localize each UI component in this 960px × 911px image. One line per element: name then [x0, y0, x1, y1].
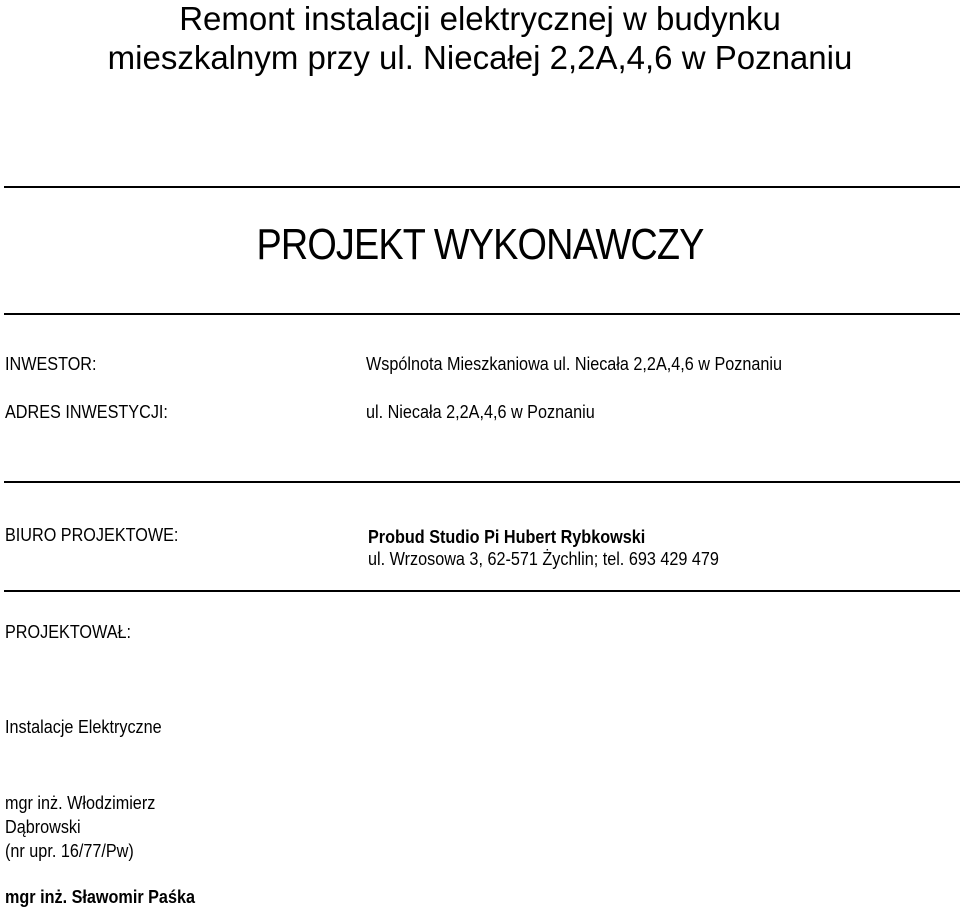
divider — [4, 481, 960, 483]
divider — [4, 186, 960, 188]
design-office-name: Probud Studio Pi Hubert Rybkowski — [368, 527, 646, 547]
document-title-line-1: Remont instalacji elektrycznej w budynku — [179, 0, 781, 37]
divider — [4, 313, 960, 315]
discipline-label: Instalacje Elektryczne — [5, 717, 162, 737]
divider — [4, 590, 960, 592]
designed-by-label: PROJEKTOWAŁ: — [5, 622, 132, 642]
investment-address-label: ADRES INWESTYCJI: — [5, 402, 168, 422]
investment-address-value: ul. Niecała 2,2A,4,6 w Poznaniu — [366, 402, 595, 422]
investor-value: Wspólnota Mieszkaniowa ul. Niecała 2,2A,4,6 w Poznaniu — [366, 354, 783, 374]
designer-name-line-1: mgr inż. Włodzimierz — [5, 793, 156, 813]
investor-label: INWESTOR: — [5, 354, 97, 374]
designer-license-number: (nr upr. 16/77/Pw) — [5, 841, 134, 861]
designer-name-line-2: Dąbrowski — [5, 817, 81, 837]
second-designer-name: mgr inż. Sławomir Paśka — [5, 887, 195, 907]
document-type-heading: PROJEKT WYKONAWCZY — [256, 220, 704, 269]
design-office-label: BIURO PROJEKTOWE: — [5, 525, 179, 545]
document-title-line-2: mieszkalnym przy ul. Niecałej 2,2A,4,6 w Poznaniu — [107, 39, 853, 76]
design-office-address: ul. Wrzosowa 3, 62-571 Żychlin; tel. 693 429 479 — [368, 549, 719, 569]
